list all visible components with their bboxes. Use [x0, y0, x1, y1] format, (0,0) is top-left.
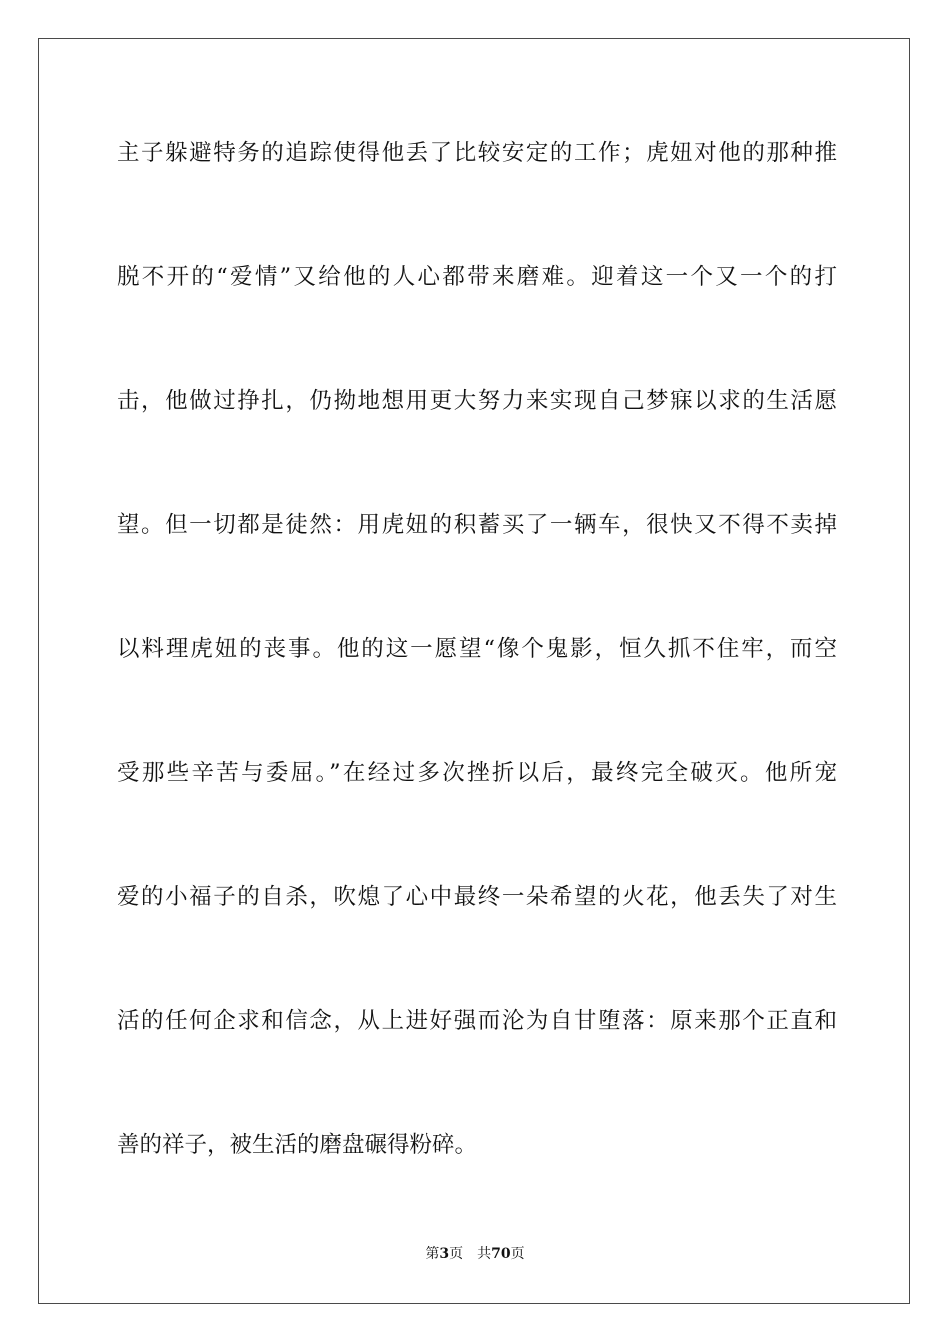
total-pages: 70 [491, 1246, 511, 1262]
page-frame [38, 38, 910, 1304]
page-number: 3 [439, 1246, 450, 1262]
text-line-5: 以料理虎妞的丧事。他的这一愿望“像个鬼影，恒久抓不住牢，而空 [117, 636, 837, 662]
text-line-3: 击，他做过挣扎，仍拗地想用更大努力来实现自己梦寐以求的生活愿 [117, 388, 837, 414]
page-footer [39, 1243, 911, 1263]
total-suffix: 页 [510, 1246, 525, 1262]
total-prefix: 共 [477, 1246, 492, 1262]
text-line-7: 爱的小福子的自杀，吹熄了心中最终一朵希望的火花，他丢失了对生 [117, 884, 837, 910]
text-line-6: 受那些辛苦与委屈。”在经过多次挫折以后，最终完全破灭。他所宠 [117, 760, 837, 786]
text-line-8: 活的任何企求和信念，从上进好强而沦为自甘堕落：原来那个正直和 [117, 1008, 837, 1034]
text-line-4: 望。但一切都是徒然：用虎妞的积蓄买了一辆车，很快又不得不卖掉 [117, 512, 837, 538]
text-line-1: 主子躲避特务的追踪使得他丢了比较安定的工作；虎妞对他的那种推 [117, 140, 837, 166]
text-line-9: 善的祥子，被生活的磨盘碾得粉碎。 [117, 1132, 478, 1158]
page-suffix: 页 [449, 1246, 464, 1262]
page-prefix: 第 [425, 1246, 440, 1262]
text-line-2: 脱不开的“爱情”又给他的人心都带来磨难。迎着这一个又一个的打 [117, 264, 837, 290]
